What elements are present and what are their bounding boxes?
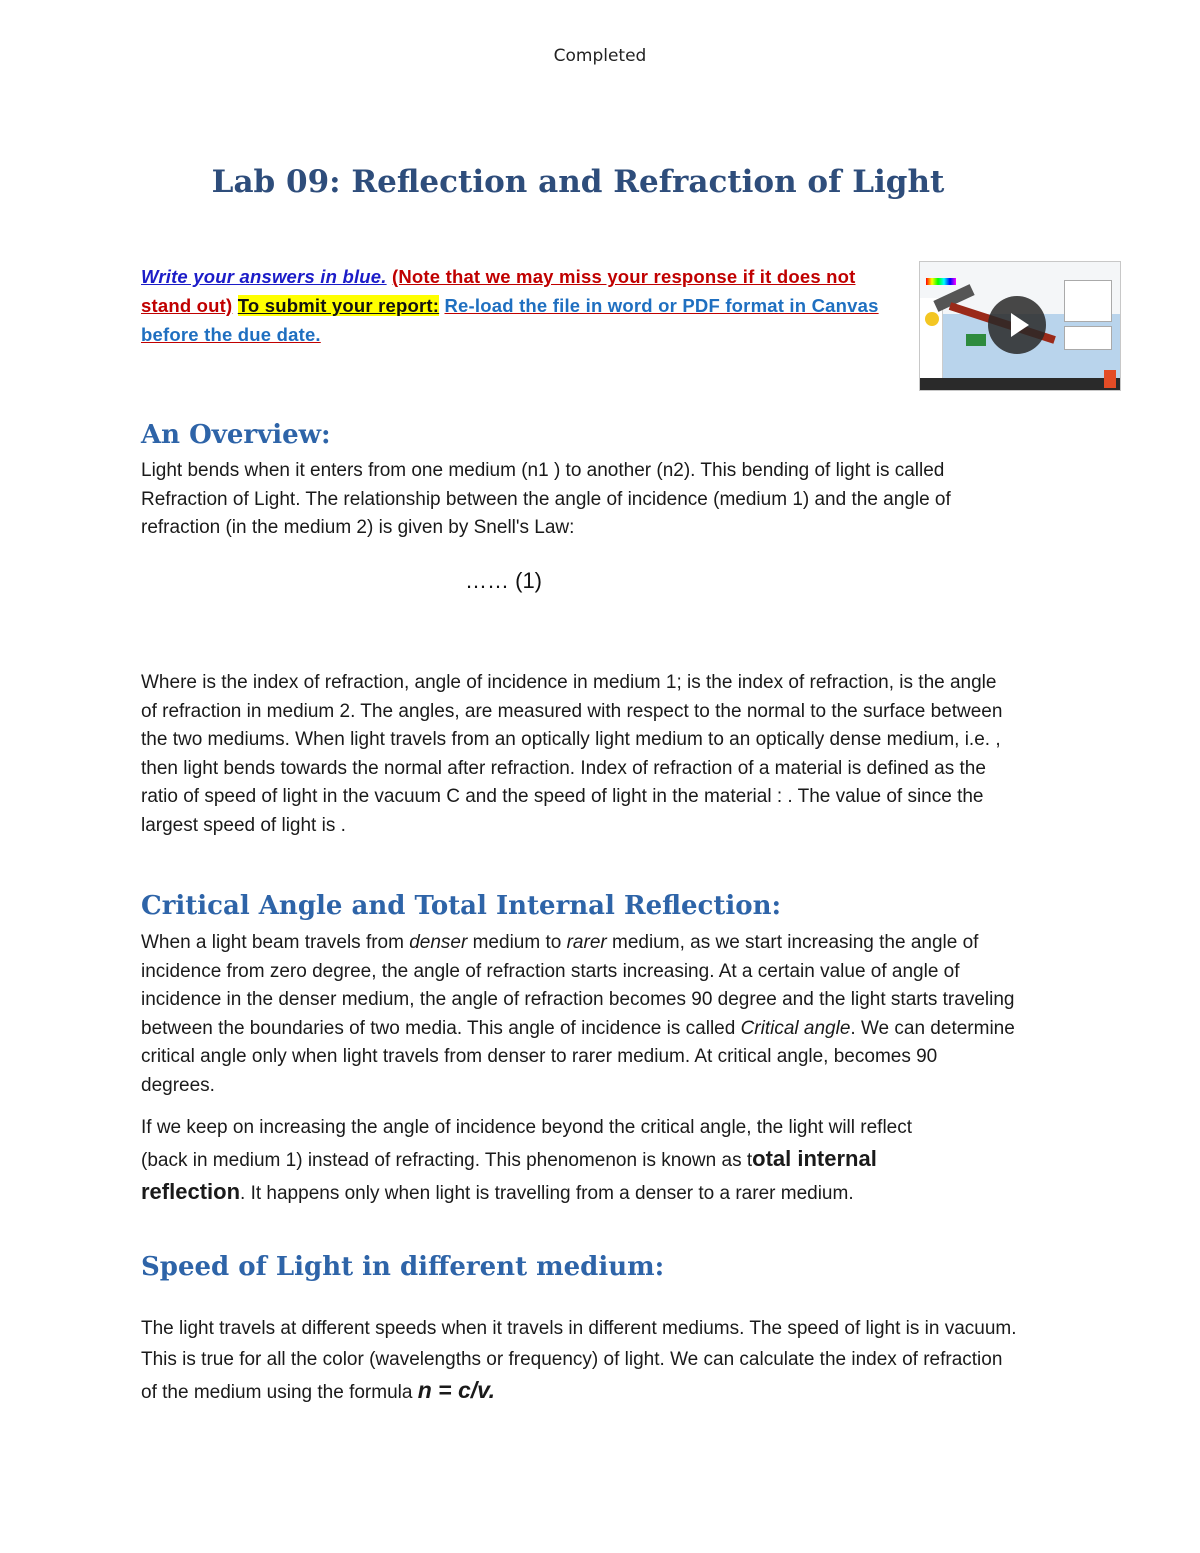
sim-medium-panel xyxy=(1064,280,1112,322)
index-formula: n = c/v. xyxy=(417,1377,496,1403)
sun-icon xyxy=(925,312,939,326)
where-paragraph: Where is the index of refraction, angle of incidence in medium 1; is the index of refraction, is the angle of refraction in medium 2. The angles, are measured with respect to the normal to the surface between the two mediums. When light travels from an optically light medium to an optically dense medium, i.e. , then light bends towards the normal after refraction. Index of refraction of a material is defined as the ratio of speed of light in the vacuum C and the speed of light in the material : . The value of since the largest speed of light is . xyxy=(141,672,1003,836)
submit-report-label: To submit your report: xyxy=(237,295,440,316)
critical-angle-paragraph xyxy=(141,929,1016,1100)
critical-angle-term: Critical angle xyxy=(740,1017,851,1039)
overview-text: Light bends when it enters from one medium (n1 ) to another (n2). This bending of light is called Refraction of Light. The relationship between the angle of incidence (medium 1) and the angle of refraction (in the medium 2) is given by Snell's Law: xyxy=(141,460,951,538)
html5-icon xyxy=(1104,370,1116,388)
simulation-video-thumbnail[interactable] xyxy=(919,261,1121,391)
tir-text-b: . It happens only when light is travelling from a denser to a rarer medium. xyxy=(240,1183,854,1204)
critical-angle-heading: Critical Angle and Total Internal Reflection: xyxy=(141,891,782,921)
rarer-term: rarer xyxy=(566,932,607,953)
sim-medium-panel-lower xyxy=(1064,326,1112,350)
critical-text-c: medium, as we start increasing the angle of incidence from zero degree, the angle of refraction starts increasing. At a certain value of angle of incidence in the denser medium, the angle of refraction becomes 90 degree and the light starts traveling between the boundaries of two media. This angle of incidence is called xyxy=(141,932,1015,1039)
critical-text-d: . We can determine critical angle only when light travels from denser to rarer medium. At critical angle, becomes 90 degrees. xyxy=(141,1017,1015,1096)
critical-text-b: medium to xyxy=(467,932,567,953)
overview-heading: An Overview: xyxy=(141,420,331,450)
speed-text: The light travels at different speeds when it travels in different mediums. The speed of light is in vacuum. This is true for all the color (wavelengths or frequency) of light. We can calculate the index of refraction of the medium using the formula xyxy=(141,1318,1017,1403)
sim-bottom-bar xyxy=(920,378,1120,390)
tir-term: otal internal reflection xyxy=(141,1146,877,1204)
speed-heading: Speed of Light in different medium: xyxy=(141,1252,665,1282)
play-icon[interactable] xyxy=(988,296,1046,354)
page-header: Completed xyxy=(553,46,647,66)
tir-paragraph xyxy=(141,1112,961,1209)
tir-text-a: If we keep on increasing the angle of incidence beyond the critical angle, the light will reflect (back in medium 1) instead of refracting. This phenomenon is known as t xyxy=(141,1117,913,1171)
critical-text-a: When a light beam travels from xyxy=(141,932,410,953)
answers-in-blue-note: Write your answers in blue. xyxy=(141,266,387,287)
protractor-icon xyxy=(966,334,986,346)
instructions-block xyxy=(141,262,881,349)
speed-paragraph xyxy=(141,1314,1021,1409)
snells-law-equation: …… (1) xyxy=(465,568,542,593)
document-title: Lab 09: Reflection and Refraction of Light xyxy=(211,164,945,200)
stand-out-note: (Note that we may miss your response if it does not stand out) xyxy=(141,266,856,316)
denser-term: denser xyxy=(409,932,468,953)
spectrum-icon xyxy=(926,278,956,285)
reload-instructions: Re-load the file in word or PDF format in Canvas before the due date. xyxy=(141,295,879,345)
